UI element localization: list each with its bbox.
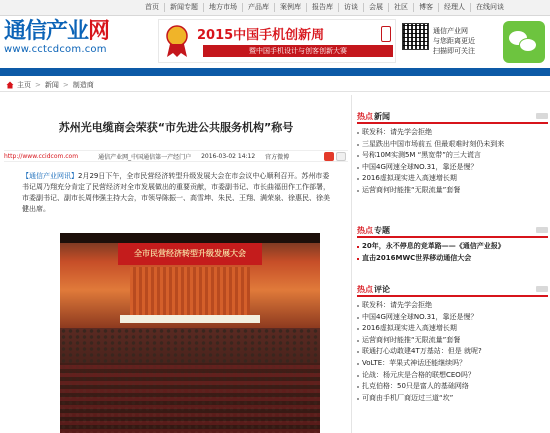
sidebar-list — [357, 127, 548, 197]
sidebar-link[interactable]: 可商由手机厂商迈过三道“坎” — [357, 393, 548, 405]
topnav-item[interactable]: 地方市场 — [203, 3, 242, 12]
medal-icon — [163, 24, 191, 58]
main-nav-bar — [0, 68, 550, 76]
share-icons — [322, 152, 346, 161]
weibo-link[interactable]: 官方微博 — [265, 153, 290, 161]
topnav-item[interactable]: 博客 — [413, 3, 438, 12]
chat-bubble-small — [519, 38, 537, 52]
breadcrumb-separator: > — [35, 81, 41, 89]
topnav-item[interactable]: 社区 — [388, 3, 413, 12]
topnav-item[interactable]: 访谈 — [338, 3, 363, 12]
breadcrumb-link[interactable]: 主页 — [17, 81, 31, 89]
topnav-item[interactable]: 报告库 — [306, 3, 338, 12]
photo-podium — [120, 315, 260, 323]
sidebar-header — [357, 223, 548, 238]
sidebar-title: 评论 — [374, 285, 390, 294]
sidebar-list — [357, 300, 548, 404]
more-icon[interactable] — [536, 227, 548, 233]
sidebar-link[interactable]: 三星跌出中国市场前五 但最艰难时刻仍未到来 — [357, 139, 548, 151]
qr-caption — [433, 26, 493, 56]
sidebar-link[interactable]: 扎克伯格：50只是富人的基础网络 — [357, 381, 548, 393]
logo-url: www.cctcdcom.com — [4, 44, 107, 55]
more-share-icon[interactable] — [336, 152, 346, 161]
sidebar-link[interactable]: 2016虚拟现实进入高速增长期 — [357, 173, 548, 185]
topnav-item[interactable]: 案例库 — [274, 3, 306, 12]
phone-icon — [381, 26, 391, 42]
breadcrumb-separator: > — [62, 81, 69, 89]
home-icon — [6, 81, 14, 89]
qr-caption-line-2: 与您距离更近 — [433, 37, 475, 45]
breadcrumb-link[interactable]: 新闻 — [44, 81, 59, 89]
sidebar-hot-label: 热点 — [357, 285, 373, 294]
sidebar-hot-comments — [357, 282, 548, 404]
sidebar-hot-label: 热点 — [357, 226, 373, 235]
qr-caption-line-1: 通信产业网 — [433, 27, 468, 35]
sidebar-link[interactable]: 运营商何时能推“无限流量”套餐 — [357, 335, 548, 347]
article-meta — [4, 150, 348, 162]
qr-code — [402, 23, 429, 50]
logo-name-suffix: 网 — [88, 19, 110, 44]
photo-banner-text: 全市民营经济转型升级发展大会 — [118, 243, 262, 265]
qr-caption-line-3: 扫描即可关注 — [433, 47, 475, 55]
banner-ad[interactable] — [158, 19, 396, 63]
site-logo[interactable] — [4, 18, 132, 64]
sidebar-link[interactable]: 联通打心动敢建4T万基站：但是 就呢? — [357, 346, 548, 358]
breadcrumb — [0, 78, 550, 92]
sidebar-link[interactable]: 直击2016MWC世界移动通信大会 — [357, 253, 548, 265]
sidebar-link[interactable]: 论战：杨元庆是合格的联想CEO吗？ — [357, 370, 548, 382]
sidebar-link[interactable]: 运营商何时能推“无限流量”套餐 — [357, 185, 548, 197]
topnav-item[interactable]: 产品库 — [242, 3, 274, 12]
top-nav-list — [140, 3, 509, 12]
top-navigation — [0, 0, 550, 16]
article-paragraph: 2月29日下午，全市民营经济转型升级发展大会在市会议中心顺利召开。苏州市委书记周乃翔充分肯定了民营经济对全市发展做出的重要贡献，市委副书记、市长曲福田作工作部署，市委副书记、副市长周伟强主持大会，市领导陈振一、高雪坤、朱民、王翔、满荣泉、徐惠民、徐美健出席。 — [22, 172, 330, 213]
sidebar-hot-label: 热点 — [357, 112, 373, 121]
sidebar-link[interactable]: 联发科：请先学会拒绝 — [357, 300, 548, 312]
source-url[interactable]: http://www.ccidcom.com — [4, 152, 79, 160]
sidebar-link[interactable]: 20年，永不停息的竞革路——《通信产业报》 — [357, 241, 548, 253]
wechat-icon[interactable] — [503, 21, 545, 63]
article-body — [22, 171, 336, 215]
sidebar-header — [357, 282, 548, 297]
article — [0, 95, 352, 433]
photo-seats — [60, 363, 320, 433]
sidebar-list — [357, 241, 548, 264]
sidebar-link[interactable]: 中国4G网速全球NO.31，靠还是慢？ — [357, 162, 548, 174]
sidebar-hot-topics — [357, 223, 548, 264]
sidebar-header — [357, 109, 548, 124]
sidebar-title: 新闻 — [374, 112, 390, 121]
sidebar-title: 专题 — [374, 226, 390, 235]
photo-ceiling — [60, 233, 320, 243]
sidebar-link[interactable]: 号称10M实测5M “黑宽带”的三大谎言 — [357, 150, 548, 162]
weibo-share-icon[interactable] — [324, 152, 334, 161]
publish-time: 2016-03-02 14:12 — [201, 152, 256, 160]
article-lead: 【通信产业网讯】 — [22, 172, 78, 180]
breadcrumb-link[interactable]: 制造商 — [72, 81, 94, 89]
topnav-item[interactable]: 首页 — [145, 3, 159, 11]
sidebar-link[interactable]: 2016虚拟现实进入高速增长期 — [357, 323, 548, 335]
sidebar-link[interactable]: 中国4G网速全球NO.31，靠还是慢？ — [357, 312, 548, 324]
sidebar-link[interactable]: VoLTE：苹果式神话还能继续吗？ — [357, 358, 548, 370]
topnav-item[interactable]: 在线问谈 — [470, 3, 509, 12]
source-name: 通信产业网_中国通信第一产经门户 — [98, 153, 192, 161]
sidebar-hot-news — [357, 109, 548, 197]
sidebar-link[interactable]: 联发科：请先学会拒绝 — [357, 127, 548, 139]
logo-text — [4, 18, 132, 46]
article-photo — [60, 233, 320, 433]
logo-name: 通信产业 — [4, 19, 89, 44]
topnav-item[interactable]: 新闻专题 — [164, 3, 203, 12]
article-title: 苏州光电缆商会荣获“市先进公共服务机构”称号 — [58, 121, 294, 134]
topnav-item[interactable]: 会展 — [363, 3, 388, 12]
photo-curtain — [130, 267, 250, 317]
banner-subline: 暨中国手机设计与创客创新大赛 — [203, 45, 393, 57]
banner-headline: 2015中国手机创新周 — [197, 28, 325, 43]
breadcrumb-items — [17, 80, 94, 90]
more-icon[interactable] — [536, 113, 548, 119]
more-icon[interactable] — [536, 286, 548, 292]
topnav-item[interactable]: 经理人 — [438, 3, 470, 12]
